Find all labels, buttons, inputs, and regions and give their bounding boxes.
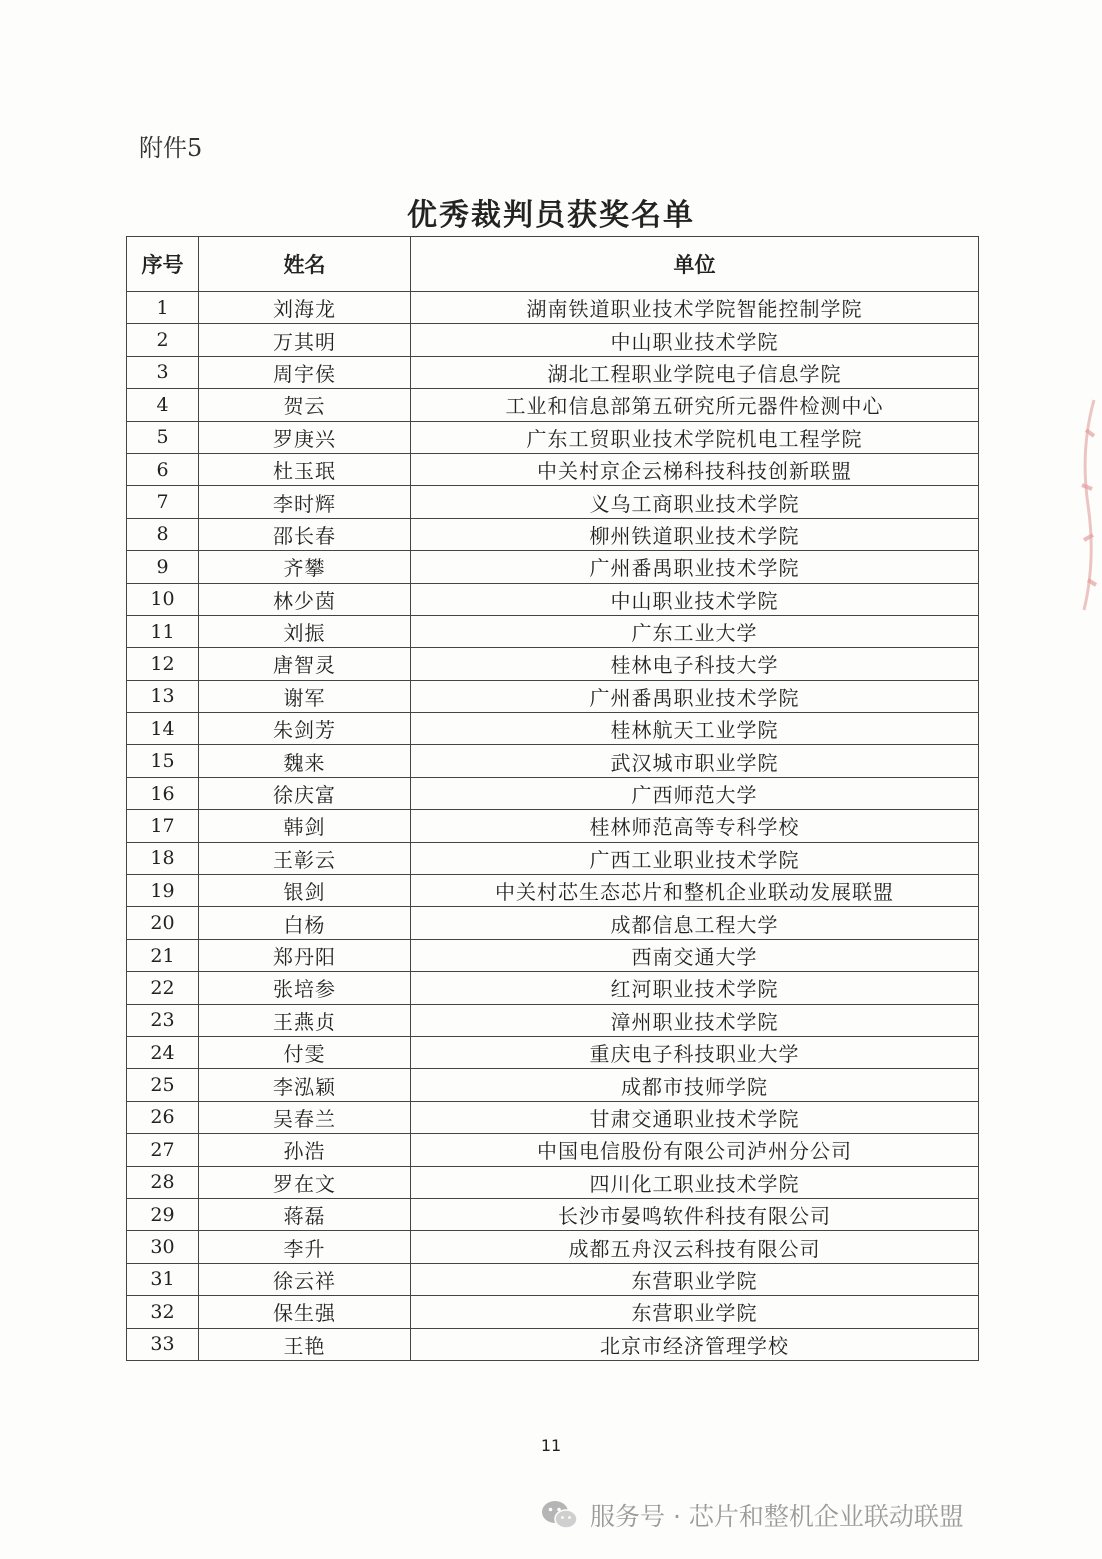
cell-unit: 长沙市晏鸣软件科技有限公司: [411, 1198, 979, 1230]
cell-no: 27: [127, 1134, 199, 1166]
cell-no: 23: [127, 1004, 199, 1036]
cell-no: 28: [127, 1166, 199, 1198]
cell-unit: 桂林电子科技大学: [411, 648, 979, 680]
table-row: [127, 1296, 979, 1328]
cell-unit: 广州番禺职业技术学院: [411, 680, 979, 712]
table-row: [127, 1036, 979, 1068]
table-row: [127, 1004, 979, 1036]
cell-name: 万其明: [199, 324, 411, 356]
cell-no: 29: [127, 1198, 199, 1230]
table-row: [127, 486, 979, 518]
cell-unit: 中国电信股份有限公司泸州分公司: [411, 1134, 979, 1166]
cell-unit: 北京市经济管理学校: [411, 1328, 979, 1360]
table-row: [127, 745, 979, 777]
cell-unit: 成都市技师学院: [411, 1069, 979, 1101]
cell-unit: 广州番禺职业技术学院: [411, 551, 979, 583]
cell-no: 6: [127, 453, 199, 485]
red-seal-fragment: [1072, 390, 1102, 620]
cell-no: 18: [127, 842, 199, 874]
cell-unit: 湖南铁道职业技术学院智能控制学院: [411, 292, 979, 324]
table-row: [127, 810, 979, 842]
cell-unit: 四川化工职业技术学院: [411, 1166, 979, 1198]
cell-name: 徐云祥: [199, 1263, 411, 1295]
cell-unit: 工业和信息部第五研究所元器件检测中心: [411, 389, 979, 421]
table-row: [127, 1231, 979, 1263]
cell-name: 付雯: [199, 1036, 411, 1068]
cell-no: 31: [127, 1263, 199, 1295]
header-unit: 单位: [411, 237, 979, 292]
cell-unit: 柳州铁道职业技术学院: [411, 518, 979, 550]
cell-unit: 中山职业技术学院: [411, 583, 979, 615]
cell-name: 王艳: [199, 1328, 411, 1360]
cell-no: 14: [127, 713, 199, 745]
header-no: 序号: [127, 237, 199, 292]
page-title: 优秀裁判员获奖名单: [407, 198, 695, 233]
cell-no: 32: [127, 1296, 199, 1328]
cell-name: 银剑: [199, 875, 411, 907]
page-number: 11: [540, 1436, 562, 1455]
cell-name: 韩剑: [199, 810, 411, 842]
table-row: [127, 842, 979, 874]
table-header-row: [127, 237, 979, 292]
cell-no: 13: [127, 680, 199, 712]
cell-name: 罗庚兴: [199, 421, 411, 453]
cell-no: 1: [127, 292, 199, 324]
cell-unit: 湖北工程职业学院电子信息学院: [411, 356, 979, 388]
cell-unit: 桂林师范高等专科学校: [411, 810, 979, 842]
cell-unit: 成都五舟汉云科技有限公司: [411, 1231, 979, 1263]
cell-no: 12: [127, 648, 199, 680]
cell-unit: 东营职业学院: [411, 1296, 979, 1328]
cell-unit: 武汉城市职业学院: [411, 745, 979, 777]
table-row: [127, 777, 979, 809]
cell-name: 杜玉珉: [199, 453, 411, 485]
cell-name: 王燕贞: [199, 1004, 411, 1036]
table-body: [127, 292, 979, 1361]
cell-unit: 甘肃交通职业技术学院: [411, 1101, 979, 1133]
table-row: [127, 907, 979, 939]
cell-unit: 成都信息工程大学: [411, 907, 979, 939]
footer-brand[interactable]: [540, 1497, 964, 1533]
table-row: [127, 1101, 979, 1133]
attachment-label: 附件5: [139, 134, 203, 162]
cell-unit: 广西工业职业技术学院: [411, 842, 979, 874]
cell-no: 22: [127, 972, 199, 1004]
footer-text: 服务号 · 芯片和整机企业联动联盟: [590, 1502, 964, 1531]
table-row: [127, 615, 979, 647]
cell-unit: 漳州职业技术学院: [411, 1004, 979, 1036]
cell-name: 王彰云: [199, 842, 411, 874]
cell-name: 魏来: [199, 745, 411, 777]
cell-no: 10: [127, 583, 199, 615]
cell-no: 20: [127, 907, 199, 939]
table-row: [127, 583, 979, 615]
cell-name: 林少茵: [199, 583, 411, 615]
table-row: [127, 453, 979, 485]
cell-name: 罗在文: [199, 1166, 411, 1198]
table-row: [127, 389, 979, 421]
cell-no: 9: [127, 551, 199, 583]
cell-name: 郑丹阳: [199, 939, 411, 971]
table-row: [127, 680, 979, 712]
cell-name: 谢军: [199, 680, 411, 712]
table-row: [127, 324, 979, 356]
cell-name: 保生强: [199, 1296, 411, 1328]
table-row: [127, 1198, 979, 1230]
cell-name: 李时辉: [199, 486, 411, 518]
cell-no: 11: [127, 615, 199, 647]
cell-no: 24: [127, 1036, 199, 1068]
header-name: 姓名: [199, 237, 411, 292]
cell-name: 孙浩: [199, 1134, 411, 1166]
cell-unit: 广东工贸职业技术学院机电工程学院: [411, 421, 979, 453]
cell-unit: 重庆电子科技职业大学: [411, 1036, 979, 1068]
cell-no: 7: [127, 486, 199, 518]
table-row: [127, 939, 979, 971]
table-row: [127, 1263, 979, 1295]
cell-name: 唐智灵: [199, 648, 411, 680]
cell-no: 15: [127, 745, 199, 777]
wechat-icon: [540, 1498, 580, 1532]
cell-no: 21: [127, 939, 199, 971]
table-row: [127, 875, 979, 907]
cell-no: 26: [127, 1101, 199, 1133]
cell-unit: 广东工业大学: [411, 615, 979, 647]
cell-unit: 中关村芯生态芯片和整机企业联动发展联盟: [411, 875, 979, 907]
cell-no: 8: [127, 518, 199, 550]
cell-unit: 义乌工商职业技术学院: [411, 486, 979, 518]
cell-no: 30: [127, 1231, 199, 1263]
table-row: [127, 421, 979, 453]
cell-name: 周宇侯: [199, 356, 411, 388]
cell-name: 吴春兰: [199, 1101, 411, 1133]
table-row: [127, 648, 979, 680]
table-row: [127, 972, 979, 1004]
seal-arc-shape: [1072, 390, 1102, 620]
cell-name: 刘振: [199, 615, 411, 647]
cell-no: 17: [127, 810, 199, 842]
table-row: [127, 1166, 979, 1198]
cell-no: 19: [127, 875, 199, 907]
cell-name: 蒋磊: [199, 1198, 411, 1230]
cell-no: 16: [127, 777, 199, 809]
cell-name: 李升: [199, 1231, 411, 1263]
cell-name: 白杨: [199, 907, 411, 939]
table-row: [127, 1069, 979, 1101]
cell-no: 4: [127, 389, 199, 421]
table-row: [127, 292, 979, 324]
cell-unit: 广西师范大学: [411, 777, 979, 809]
award-table: [126, 236, 979, 1361]
cell-unit: 西南交通大学: [411, 939, 979, 971]
cell-name: 邵长春: [199, 518, 411, 550]
cell-unit: 中关村京企云梯科技科技创新联盟: [411, 453, 979, 485]
cell-name: 贺云: [199, 389, 411, 421]
table-row: [127, 551, 979, 583]
cell-no: 3: [127, 356, 199, 388]
cell-unit: 中山职业技术学院: [411, 324, 979, 356]
cell-name: 徐庆富: [199, 777, 411, 809]
table-row: [127, 713, 979, 745]
cell-no: 25: [127, 1069, 199, 1101]
cell-name: 李泓颖: [199, 1069, 411, 1101]
cell-unit: 红河职业技术学院: [411, 972, 979, 1004]
table-row: [127, 1328, 979, 1360]
cell-name: 张培参: [199, 972, 411, 1004]
cell-no: 2: [127, 324, 199, 356]
table-row: [127, 1134, 979, 1166]
cell-unit: 东营职业学院: [411, 1263, 979, 1295]
cell-name: 朱剑芳: [199, 713, 411, 745]
cell-no: 33: [127, 1328, 199, 1360]
cell-name: 刘海龙: [199, 292, 411, 324]
table-row: [127, 356, 979, 388]
cell-name: 齐攀: [199, 551, 411, 583]
table-row: [127, 518, 979, 550]
cell-unit: 桂林航天工业学院: [411, 713, 979, 745]
cell-no: 5: [127, 421, 199, 453]
